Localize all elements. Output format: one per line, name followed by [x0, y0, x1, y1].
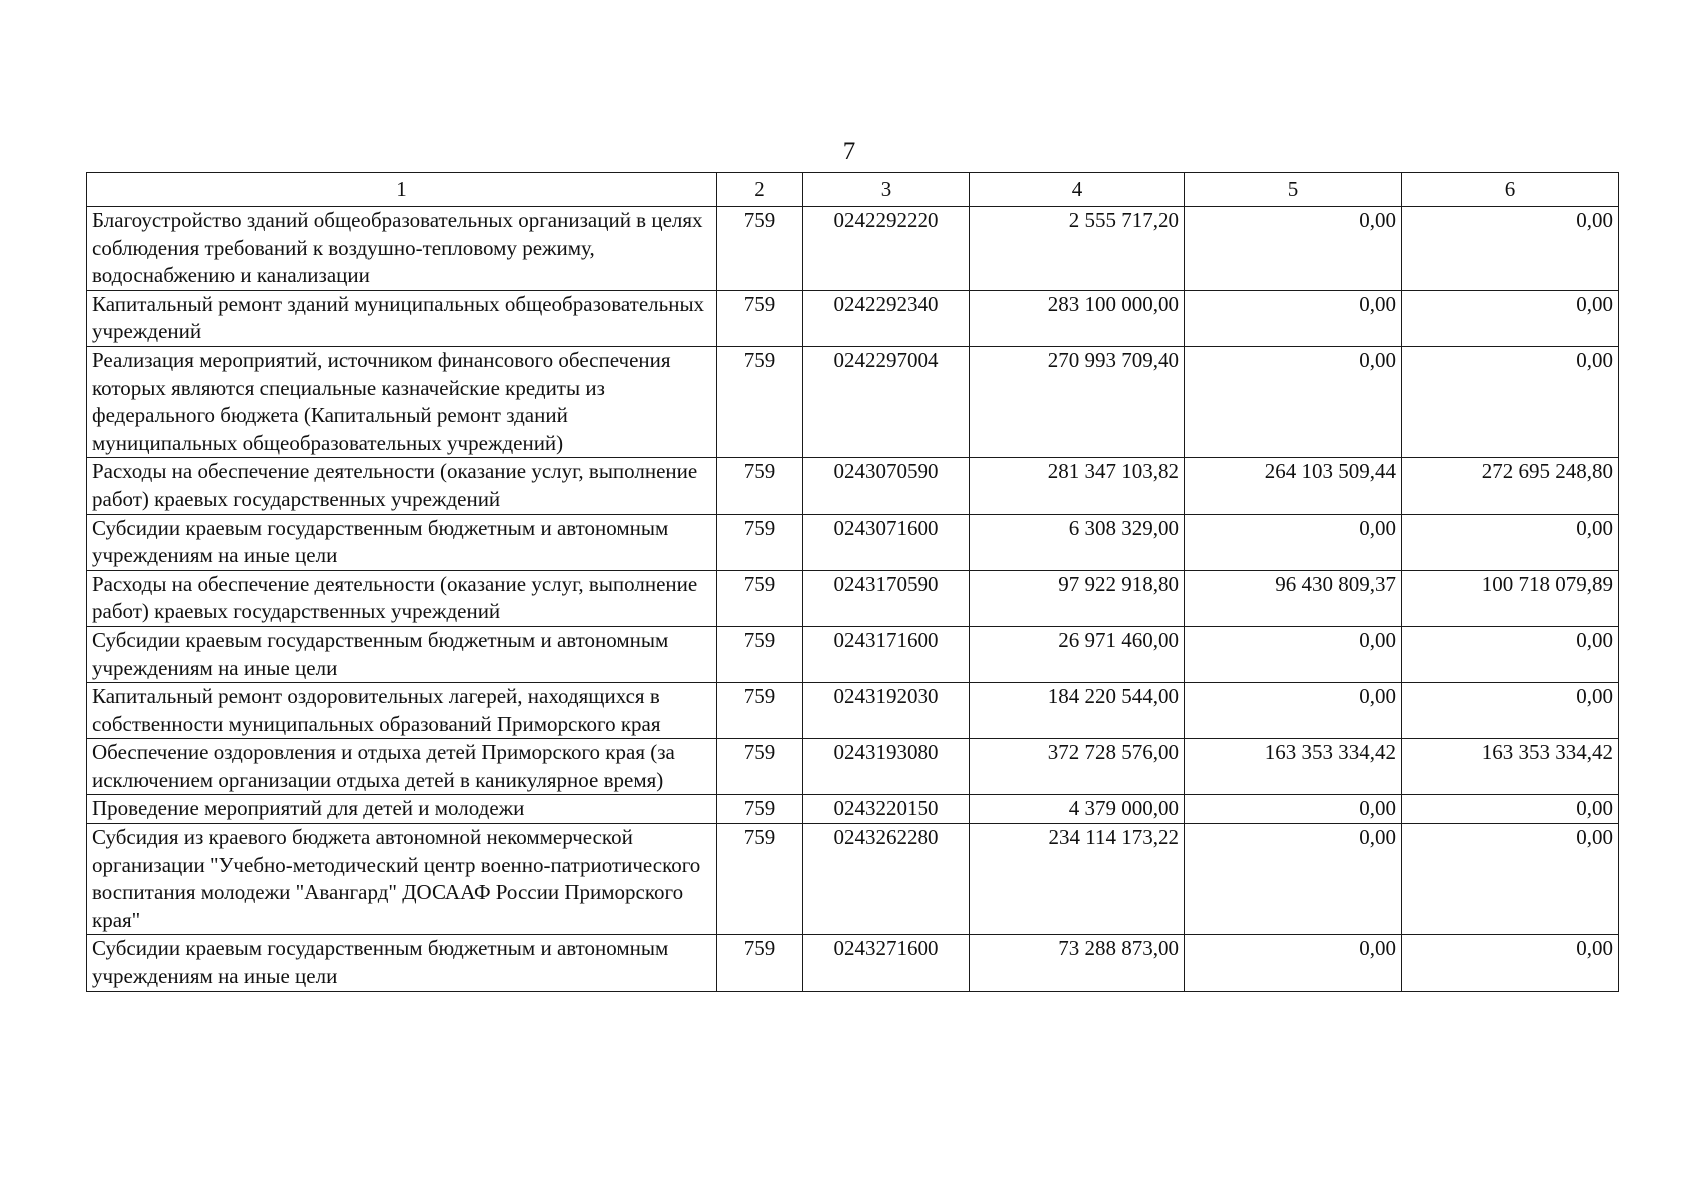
expense-name: Благоустройство зданий общеобразовательных организаций в целях соблюдения требований к воздушно-тепловому режиму, водоснабжению и канализации: [87, 207, 717, 291]
grbs-code: 759: [717, 346, 803, 457]
table-row: [87, 935, 1619, 991]
amount-col-6: 272 695 248,80: [1402, 458, 1619, 514]
grbs-code: 759: [717, 290, 803, 346]
expense-name: Обеспечение оздоровления и отдыха детей Приморского края (за исключением организации отдыха детей в каникулярное время): [87, 739, 717, 795]
expense-name: Расходы на обеспечение деятельности (оказание услуг, выполнение работ) краевых государственных учреждений: [87, 458, 717, 514]
grbs-code: 759: [717, 207, 803, 291]
expense-name: Проведение мероприятий для детей и молодежи: [87, 795, 717, 824]
target-article-code: 0243170590: [803, 570, 970, 626]
table-row: [87, 824, 1619, 935]
budget-table: [86, 172, 1619, 992]
table-row: [87, 458, 1619, 514]
table-row: [87, 570, 1619, 626]
amount-col-4: 281 347 103,82: [970, 458, 1185, 514]
amount-col-6: 0,00: [1402, 346, 1619, 457]
amount-col-6: 0,00: [1402, 935, 1619, 991]
amount-col-6: 0,00: [1402, 626, 1619, 682]
target-article-code: 0243171600: [803, 626, 970, 682]
column-header: 1: [87, 173, 717, 207]
amount-col-4: 234 114 173,22: [970, 824, 1185, 935]
amount-col-4: 97 922 918,80: [970, 570, 1185, 626]
amount-col-4: 26 971 460,00: [970, 626, 1185, 682]
amount-col-5: 0,00: [1185, 346, 1402, 457]
expense-name: Субсидии краевым государственным бюджетным и автономным учреждениям на иные цели: [87, 514, 717, 570]
target-article-code: 0243192030: [803, 683, 970, 739]
grbs-code: 759: [717, 683, 803, 739]
grbs-code: 759: [717, 458, 803, 514]
page-number: 7: [842, 138, 856, 165]
target-article-code: 0243271600: [803, 935, 970, 991]
grbs-code: 759: [717, 514, 803, 570]
expense-name: Субсидия из краевого бюджета автономной некоммерческой организации "Учебно-методический центр военно-патриотического воспитания молодежи "Авангард" ДОСААФ России Приморского края": [87, 824, 717, 935]
amount-col-6: 0,00: [1402, 824, 1619, 935]
amount-col-5: 0,00: [1185, 626, 1402, 682]
amount-col-6: 0,00: [1402, 514, 1619, 570]
target-article-code: 0243070590: [803, 458, 970, 514]
grbs-code: 759: [717, 626, 803, 682]
table-row: [87, 207, 1619, 291]
grbs-code: 759: [717, 795, 803, 824]
amount-col-5: 96 430 809,37: [1185, 570, 1402, 626]
table-row: [87, 739, 1619, 795]
amount-col-4: 6 308 329,00: [970, 514, 1185, 570]
amount-col-4: 2 555 717,20: [970, 207, 1185, 291]
table-row: [87, 514, 1619, 570]
amount-col-4: 184 220 544,00: [970, 683, 1185, 739]
amount-col-4: 283 100 000,00: [970, 290, 1185, 346]
target-article-code: 0243220150: [803, 795, 970, 824]
column-header: 5: [1185, 173, 1402, 207]
grbs-code: 759: [717, 935, 803, 991]
expense-name: Субсидии краевым государственным бюджетным и автономным учреждениям на иные цели: [87, 935, 717, 991]
target-article-code: 0242297004: [803, 346, 970, 457]
table-row: [87, 683, 1619, 739]
amount-col-6: 100 718 079,89: [1402, 570, 1619, 626]
target-article-code: 0243071600: [803, 514, 970, 570]
expense-name: Расходы на обеспечение деятельности (оказание услуг, выполнение работ) краевых государственных учреждений: [87, 570, 717, 626]
amount-col-4: 270 993 709,40: [970, 346, 1185, 457]
amount-col-5: 0,00: [1185, 795, 1402, 824]
expense-name: Капитальный ремонт зданий муниципальных общеобразовательных учреждений: [87, 290, 717, 346]
amount-col-6: 163 353 334,42: [1402, 739, 1619, 795]
column-header: 3: [803, 173, 970, 207]
column-header: 2: [717, 173, 803, 207]
grbs-code: 759: [717, 824, 803, 935]
column-header: 4: [970, 173, 1185, 207]
header-row: [87, 173, 1619, 207]
amount-col-5: 163 353 334,42: [1185, 739, 1402, 795]
amount-col-6: 0,00: [1402, 683, 1619, 739]
column-header: 6: [1402, 173, 1619, 207]
amount-col-5: 0,00: [1185, 824, 1402, 935]
amount-col-5: 264 103 509,44: [1185, 458, 1402, 514]
table-row: [87, 290, 1619, 346]
table-row: [87, 626, 1619, 682]
amount-col-5: 0,00: [1185, 683, 1402, 739]
amount-col-5: 0,00: [1185, 935, 1402, 991]
expense-name: Капитальный ремонт оздоровительных лагерей, находящихся в собственности муниципальных образований Приморского края: [87, 683, 717, 739]
table-row: [87, 795, 1619, 824]
target-article-code: 0242292340: [803, 290, 970, 346]
target-article-code: 0243193080: [803, 739, 970, 795]
amount-col-4: 372 728 576,00: [970, 739, 1185, 795]
expense-name: Реализация мероприятий, источником финансового обеспечения которых являются специальные казначейские кредиты из федерального бюджета (Капитальный ремонт зданий муниципальных общеобразовательных учреждений): [87, 346, 717, 457]
amount-col-6: 0,00: [1402, 795, 1619, 824]
amount-col-6: 0,00: [1402, 207, 1619, 291]
table-row: [87, 346, 1619, 457]
amount-col-4: 4 379 000,00: [970, 795, 1185, 824]
amount-col-6: 0,00: [1402, 290, 1619, 346]
amount-col-5: 0,00: [1185, 514, 1402, 570]
target-article-code: 0242292220: [803, 207, 970, 291]
amount-col-5: 0,00: [1185, 207, 1402, 291]
target-article-code: 0243262280: [803, 824, 970, 935]
amount-col-5: 0,00: [1185, 290, 1402, 346]
grbs-code: 759: [717, 739, 803, 795]
amount-col-4: 73 288 873,00: [970, 935, 1185, 991]
grbs-code: 759: [717, 570, 803, 626]
expense-name: Субсидии краевым государственным бюджетным и автономным учреждениям на иные цели: [87, 626, 717, 682]
